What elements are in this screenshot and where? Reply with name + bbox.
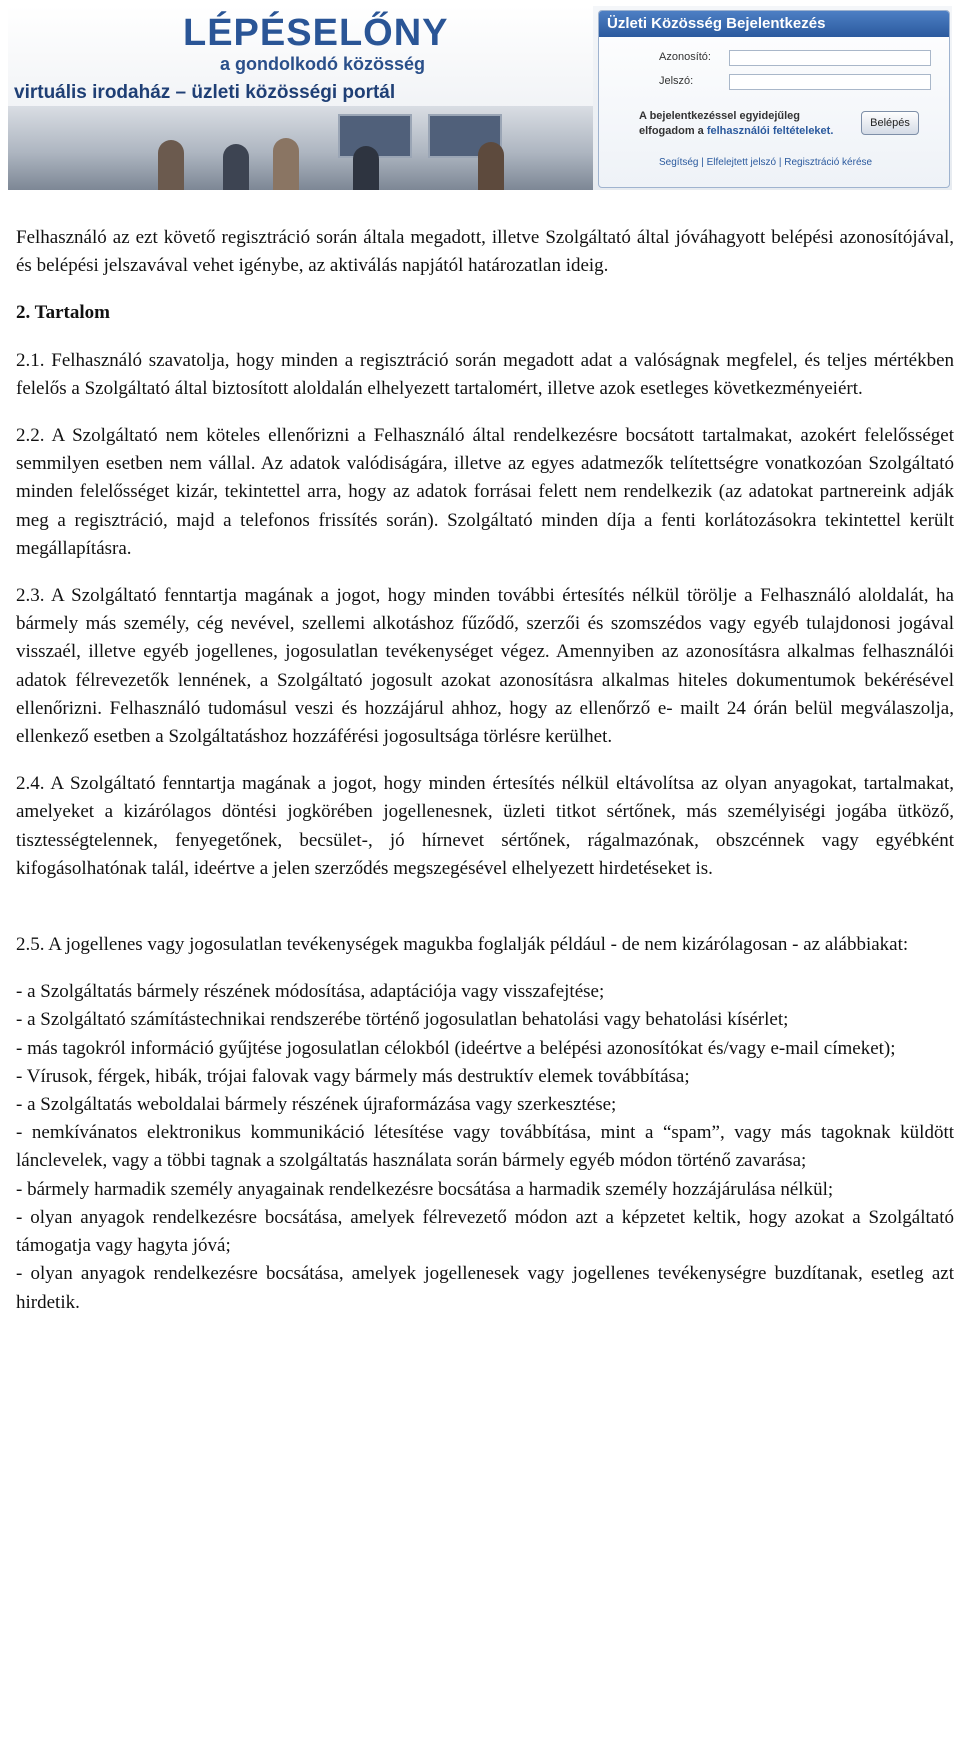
list-item: - nemkívánatos elektronikus kommunikáció létesítése vagy továbbítása, mint a “spam”, vagy más tagoknak küldött lánclevelek, vagy a többi tagnak a szolgáltatás használata során bármely egyéb módon történő zavarása; — [16, 1122, 954, 1172]
login-panel-title: Üzleti Közösség Bejelentkezés — [599, 11, 949, 37]
photo-person — [158, 140, 184, 190]
photo-person — [478, 142, 504, 190]
paragraph-2-2: 2.2. A Szolgáltató nem köteles ellenőrizni a Felhasználó által rendelkezésre bocsátott tartalmakat, azokért felelősséget semmilyen esetben nem vállal. Az adatok valódiságára, illetve az egyes adatmezők telítettségre vonatkozóan Szolgáltató minden felelősséget kizár, tekintettel arra, hogy az adatok forrásai felett nem rendelkezik (az adatokat partnereink adják meg a regisztráció, majd a telefonos frissítés során). Szolgáltató minden díja a fenti korlátozásokra tekintettel került megállapításra. — [16, 425, 954, 559]
login-panel — [598, 10, 950, 188]
document-body — [16, 224, 954, 1317]
login-help-links[interactable]: Segítség | Elfelejtett jelszó | Regisztráció kérése — [659, 157, 873, 168]
intro-paragraph: Felhasználó az ezt követő regisztráció során általa megadott, illetve Szolgáltató által jóváhagyott belépési azonosítójával, és belépési jelszavával vehet igénybe, az aktiválás napjától határozatlan ideig. — [16, 227, 954, 277]
paragraph-2-5: 2.5. A jogellenes vagy jogosulatlan tevékenységek magukba foglalják például - de nem kizárólagosan - az alábbiakat: — [16, 934, 909, 956]
site-logo-title: LÉPÉSELŐNY — [183, 12, 449, 54]
site-logo-subtitle: a gondolkodó közösség — [220, 54, 426, 74]
photo-person — [223, 144, 249, 190]
login-password-input[interactable] — [729, 74, 931, 90]
list-item: - olyan anyagok rendelkezésre bocsátása, amelyek félrevezető módon azt a képzetet keltik, hogy azokat a Szolgáltató támogatja vagy hagyta jóvá; — [16, 1206, 954, 1257]
list-item: - más tagokról információ gyűjtése jogosulatlan célokból (ideértve a belépési azonosítókat és/vagy e-mail címeket); — [16, 1037, 896, 1059]
list-item: - a Szolgáltató számítástechnikai rendszerébe történő jogosulatlan behatolási vagy behatolási kísérlet; — [16, 1009, 789, 1031]
header-banner — [8, 6, 952, 190]
paragraph-2-3: 2.3. A Szolgáltató fenntartja magának a jogot, hogy minden további értesítés nélkül törölje a Felhasználó aloldalát, ha bármely más személy, cég nevével, szellemi alkotáshoz fűződő, szerzői és szomszédos vagy egyéb tulajdonosi jogával visszaél, illetve egyéb jogellenes, jogosulatlan tevékenységet végez. Amennyiben az azonosításra alkalmas felhasználói adatok félrevezetők lennének, a Szolgáltató jogosult azokat azonosításra alkalmas hiteles dokumentumok bekérésével ellenőrizni. Felhasználó tudomásul veszi és hozzájárul ahhoz, hogy az ellenőrző e- mailt 24 órán belül megválaszolja, ellenkező esetben a Szolgáltatáshoz hozzáférési jogosultsága törlésre kerülhet. — [16, 585, 954, 748]
terms-link[interactable]: felhasználói feltételeket. — [706, 125, 834, 137]
photo-person — [353, 146, 379, 190]
login-note-line — [639, 124, 849, 139]
login-button[interactable]: Belépés — [861, 111, 919, 135]
login-note-prefix: elfogadom a — [639, 125, 707, 137]
section-heading: 2. Tartalom — [16, 302, 110, 324]
list-item: - bármely harmadik személy anyagainak rendelkezésre bocsátása a harmadik személy hozzájárulása nélkül; — [16, 1178, 834, 1200]
site-portal-tagline: virtuális irodaház – üzleti közösségi portál — [14, 82, 396, 103]
login-note-line: A bejelentkezéssel egyidejűleg — [639, 110, 800, 122]
paragraph-2-1: 2.1. Felhasználó szavatolja, hogy minden a regisztráció során megadott adat a valóságnak megfelel, és teljes mértékben felelős a Szolgáltató által biztosított aloldalán elhelyezett tartalomért, illetve azok esetleges következményeiért. — [16, 349, 954, 399]
list-item: - olyan anyagok rendelkezésre bocsátása, amelyek jogellenesek vagy jogellenes tevékenységre buzdítanak, esetleg azt hirdetik. — [16, 1263, 954, 1313]
login-id-label: Azonosító: — [659, 51, 711, 63]
banner-photo — [8, 106, 593, 190]
photo-person — [273, 138, 299, 190]
login-password-label: Jelszó: — [659, 75, 694, 87]
paragraph-2-4: 2.4. A Szolgáltató fenntartja magának a jogot, hogy minden értesítés nélkül eltávolítsa az olyan anyagokat, tartalmakat, amelyeket a kizárólagos döntési jogkörében jogellenesnek, üzleti titkot sértőnek, más személyiségi jogába ütköző, tisztességtelennek, fenyegetőnek, becsület-, jó hírnevet sértőnek, rágalmazónak, obszcénnek vagy egyébként kifogásolhatónak talál, ideértve a jelen szerződés megszegésével elhelyezett hirdetéseket is. — [16, 773, 954, 879]
list-item: - a Szolgáltatás weboldalai bármely részének újraformázása vagy szerkesztése; — [16, 1094, 617, 1116]
list-item: - a Szolgáltatás bármely részének módosítása, adaptációja vagy visszafejtése; — [16, 981, 605, 1003]
login-id-input[interactable] — [729, 50, 931, 66]
login-terms-note — [639, 109, 849, 139]
banner-logo-area — [8, 6, 593, 190]
list-item: - Vírusok, férgek, hibák, trójai falovak vagy bármely más destruktív elemek továbbítása; — [16, 1065, 690, 1087]
